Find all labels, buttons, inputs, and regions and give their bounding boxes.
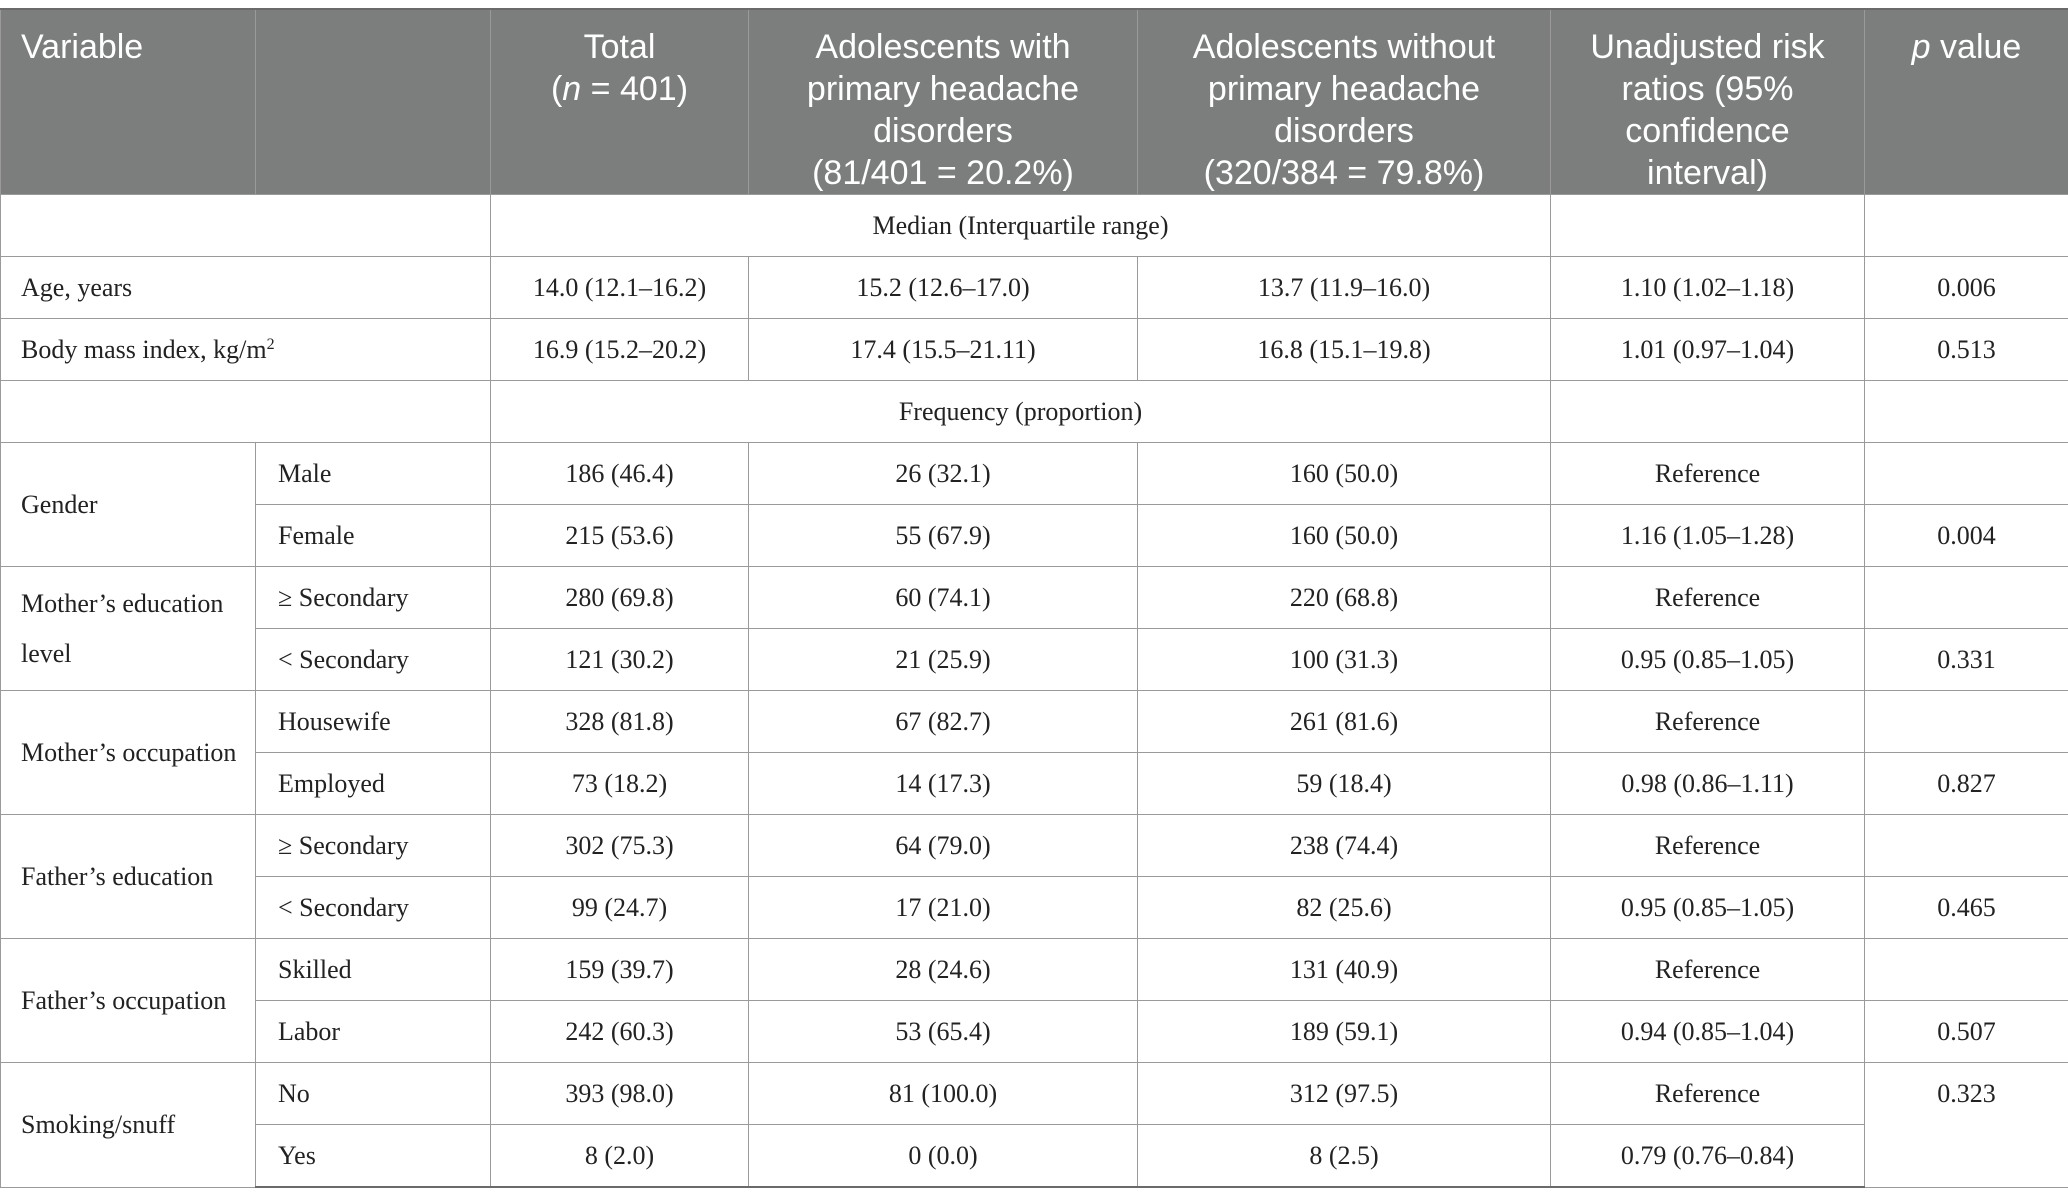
without-headache-cell: 238 (74.4) [1138, 815, 1551, 877]
table-row [1, 257, 2068, 319]
frequency-section-row [1, 381, 2068, 443]
without-headache-cell: 131 (40.9) [1138, 939, 1551, 1001]
risk-ratio-cell: 1.16 (1.05–1.28) [1551, 505, 1865, 567]
with-headache-cell: 55 (67.9) [749, 505, 1138, 567]
risk-ratio-cell: 0.98 (0.86–1.11) [1551, 753, 1865, 815]
total-cell: 215 (53.6) [491, 505, 749, 567]
without-headache-cell: 82 (25.6) [1138, 877, 1551, 939]
p-value-cell: 0.827 [1865, 753, 2068, 815]
header-total-n: (n = 401) [550, 70, 689, 108]
header-subcategory [256, 9, 491, 195]
total-cell: 8 (2.0) [491, 1125, 749, 1188]
total-cell: 159 (39.7) [491, 939, 749, 1001]
empty-cell [1865, 381, 2068, 443]
header-with-headache [749, 9, 1138, 195]
with-headache-cell: 15.2 (12.6–17.0) [749, 257, 1138, 319]
without-headache-cell: 100 (31.3) [1138, 629, 1551, 691]
header-p-label: value [1930, 28, 2022, 66]
table-row [1, 1125, 2068, 1188]
total-cell: 302 (75.3) [491, 815, 749, 877]
subcategory-cell: Employed [256, 753, 491, 815]
header-risk-ratio [1551, 9, 1865, 195]
header-with-line: disorders [873, 112, 1013, 150]
total-cell: 99 (24.7) [491, 877, 749, 939]
p-value-cell: 0.004 [1865, 505, 2068, 567]
header-without-line: disorders [1274, 112, 1414, 150]
risk-ratio-cell: 0.95 (0.85–1.05) [1551, 629, 1865, 691]
risk-ratio-cell: 0.79 (0.76–0.84) [1551, 1125, 1865, 1188]
without-headache-cell: 261 (81.6) [1138, 691, 1551, 753]
table-row [1, 939, 2068, 1001]
header-total [491, 9, 749, 195]
empty-cell [1551, 381, 1865, 443]
subcategory-cell: Labor [256, 1001, 491, 1063]
variable-label: Age, years [21, 272, 133, 302]
total-cell: 242 (60.3) [491, 1001, 749, 1063]
group-label-cell: Father’s education [1, 815, 256, 939]
header-p-value [1865, 9, 2068, 195]
with-headache-cell: 81 (100.0) [749, 1063, 1138, 1125]
table-row [1, 567, 2068, 629]
header-without-headache [1138, 9, 1551, 195]
without-headache-cell: 13.7 (11.9–16.0) [1138, 257, 1551, 319]
p-value-cell: 0.465 [1865, 877, 2068, 939]
variable-cell [1, 257, 491, 319]
header-variable: Variable [1, 9, 256, 195]
table-row [1, 877, 2068, 939]
with-headache-cell: 28 (24.6) [749, 939, 1138, 1001]
p-value-cell: 0.331 [1865, 629, 2068, 691]
table-row [1, 753, 2068, 815]
header-with-line: Adolescents with [815, 28, 1071, 66]
data-table [0, 8, 2068, 1188]
subcategory-cell: Female [256, 505, 491, 567]
risk-ratio-cell: Reference [1551, 1063, 1865, 1125]
with-headache-cell: 0 (0.0) [749, 1125, 1138, 1188]
with-headache-cell: 26 (32.1) [749, 443, 1138, 505]
empty-cell [1551, 195, 1865, 257]
group-label-cell: Smoking/snuff [1, 1063, 256, 1188]
without-headache-cell: 160 (50.0) [1138, 443, 1551, 505]
risk-ratio-cell: Reference [1551, 567, 1865, 629]
subcategory-cell: Yes [256, 1125, 491, 1188]
p-value-cell: 0.006 [1865, 257, 2068, 319]
table-row [1, 1063, 2068, 1125]
header-rr-line: ratios (95% [1621, 70, 1794, 108]
without-headache-cell: 16.8 (15.1–19.8) [1138, 319, 1551, 381]
table-row [1, 691, 2068, 753]
risk-ratio-cell: Reference [1551, 939, 1865, 1001]
p-value-cell: 0.323 [1865, 1063, 2068, 1188]
header-p-symbol: p [1911, 28, 1931, 66]
header-with-line: primary headache [806, 70, 1080, 108]
p-value-cell [1865, 567, 2068, 629]
total-cell: 328 (81.8) [491, 691, 749, 753]
with-headache-cell: 53 (65.4) [749, 1001, 1138, 1063]
subcategory-cell: < Secondary [256, 629, 491, 691]
group-label-cell: Mother’s education level [1, 567, 256, 691]
header-total-title: Total [583, 28, 656, 66]
without-headache-cell: 220 (68.8) [1138, 567, 1551, 629]
risk-ratio-cell: 0.95 (0.85–1.05) [1551, 877, 1865, 939]
with-headache-cell: 17 (21.0) [749, 877, 1138, 939]
risk-ratio-cell: 1.01 (0.97–1.04) [1551, 319, 1865, 381]
header-n-value: = 401) [581, 70, 689, 108]
risk-ratio-cell: Reference [1551, 443, 1865, 505]
without-headache-cell: 8 (2.5) [1138, 1125, 1551, 1188]
without-headache-cell: 189 (59.1) [1138, 1001, 1551, 1063]
empty-cell [1, 381, 491, 443]
table-row [1, 443, 2068, 505]
total-cell: 393 (98.0) [491, 1063, 749, 1125]
without-headache-cell: 59 (18.4) [1138, 753, 1551, 815]
with-headache-cell: 14 (17.3) [749, 753, 1138, 815]
risk-ratio-cell: 1.10 (1.02–1.18) [1551, 257, 1865, 319]
with-headache-cell: 67 (82.7) [749, 691, 1138, 753]
subcategory-cell: ≥ Secondary [256, 567, 491, 629]
p-value-cell: 0.507 [1865, 1001, 2068, 1063]
header-rr-line: confidence [1625, 112, 1790, 150]
group-label-cell: Gender [1, 443, 256, 567]
with-headache-cell: 21 (25.9) [749, 629, 1138, 691]
total-cell: 73 (18.2) [491, 753, 749, 815]
subcategory-cell: < Secondary [256, 877, 491, 939]
risk-ratio-cell: 0.94 (0.85–1.04) [1551, 1001, 1865, 1063]
subcategory-cell: Skilled [256, 939, 491, 1001]
table-row [1, 1001, 2068, 1063]
table-row [1, 505, 2068, 567]
risk-ratio-cell: Reference [1551, 691, 1865, 753]
p-value-cell [1865, 691, 2068, 753]
header-with-line: (81/401 = 20.2%) [812, 154, 1074, 192]
without-headache-cell: 312 (97.5) [1138, 1063, 1551, 1125]
variable-label: Body mass index, kg/m [21, 334, 267, 364]
table-row [1, 815, 2068, 877]
empty-cell [1, 195, 491, 257]
subcategory-cell: Male [256, 443, 491, 505]
total-cell: 14.0 (12.1–16.2) [491, 257, 749, 319]
without-headache-cell: 160 (50.0) [1138, 505, 1551, 567]
header-rr-line: interval) [1647, 154, 1768, 192]
table-row [1, 629, 2068, 691]
with-headache-cell: 17.4 (15.5–21.11) [749, 319, 1138, 381]
group-label-cell: Father’s occupation [1, 939, 256, 1063]
total-cell: 280 (69.8) [491, 567, 749, 629]
header-rr-line: Unadjusted risk [1590, 28, 1825, 66]
median-section-heading: Median (Interquartile range) [491, 195, 1551, 257]
header-without-line: primary headache [1207, 70, 1481, 108]
subcategory-cell: ≥ Secondary [256, 815, 491, 877]
table-body [1, 195, 2068, 1188]
total-cell: 16.9 (15.2–20.2) [491, 319, 749, 381]
with-headache-cell: 60 (74.1) [749, 567, 1138, 629]
frequency-section-heading: Frequency (proportion) [491, 381, 1551, 443]
total-cell: 186 (46.4) [491, 443, 749, 505]
p-value-cell [1865, 443, 2068, 505]
unit-superscript: 2 [266, 335, 275, 353]
empty-cell [1865, 195, 2068, 257]
p-value-cell [1865, 815, 2068, 877]
header-without-line: Adolescents without [1192, 28, 1496, 66]
group-label-cell: Mother’s occupation [1, 691, 256, 815]
subcategory-cell: No [256, 1063, 491, 1125]
with-headache-cell: 64 (79.0) [749, 815, 1138, 877]
risk-ratio-cell: Reference [1551, 815, 1865, 877]
table-header [1, 9, 2068, 195]
total-cell: 121 (30.2) [491, 629, 749, 691]
header-without-line: (320/384 = 79.8%) [1203, 154, 1485, 192]
median-section-row [1, 195, 2068, 257]
variable-cell [1, 319, 491, 381]
table-row [1, 319, 2068, 381]
p-value-cell [1865, 939, 2068, 1001]
header-n-symbol: n [562, 70, 582, 108]
p-value-cell: 0.513 [1865, 319, 2068, 381]
subcategory-cell: Housewife [256, 691, 491, 753]
